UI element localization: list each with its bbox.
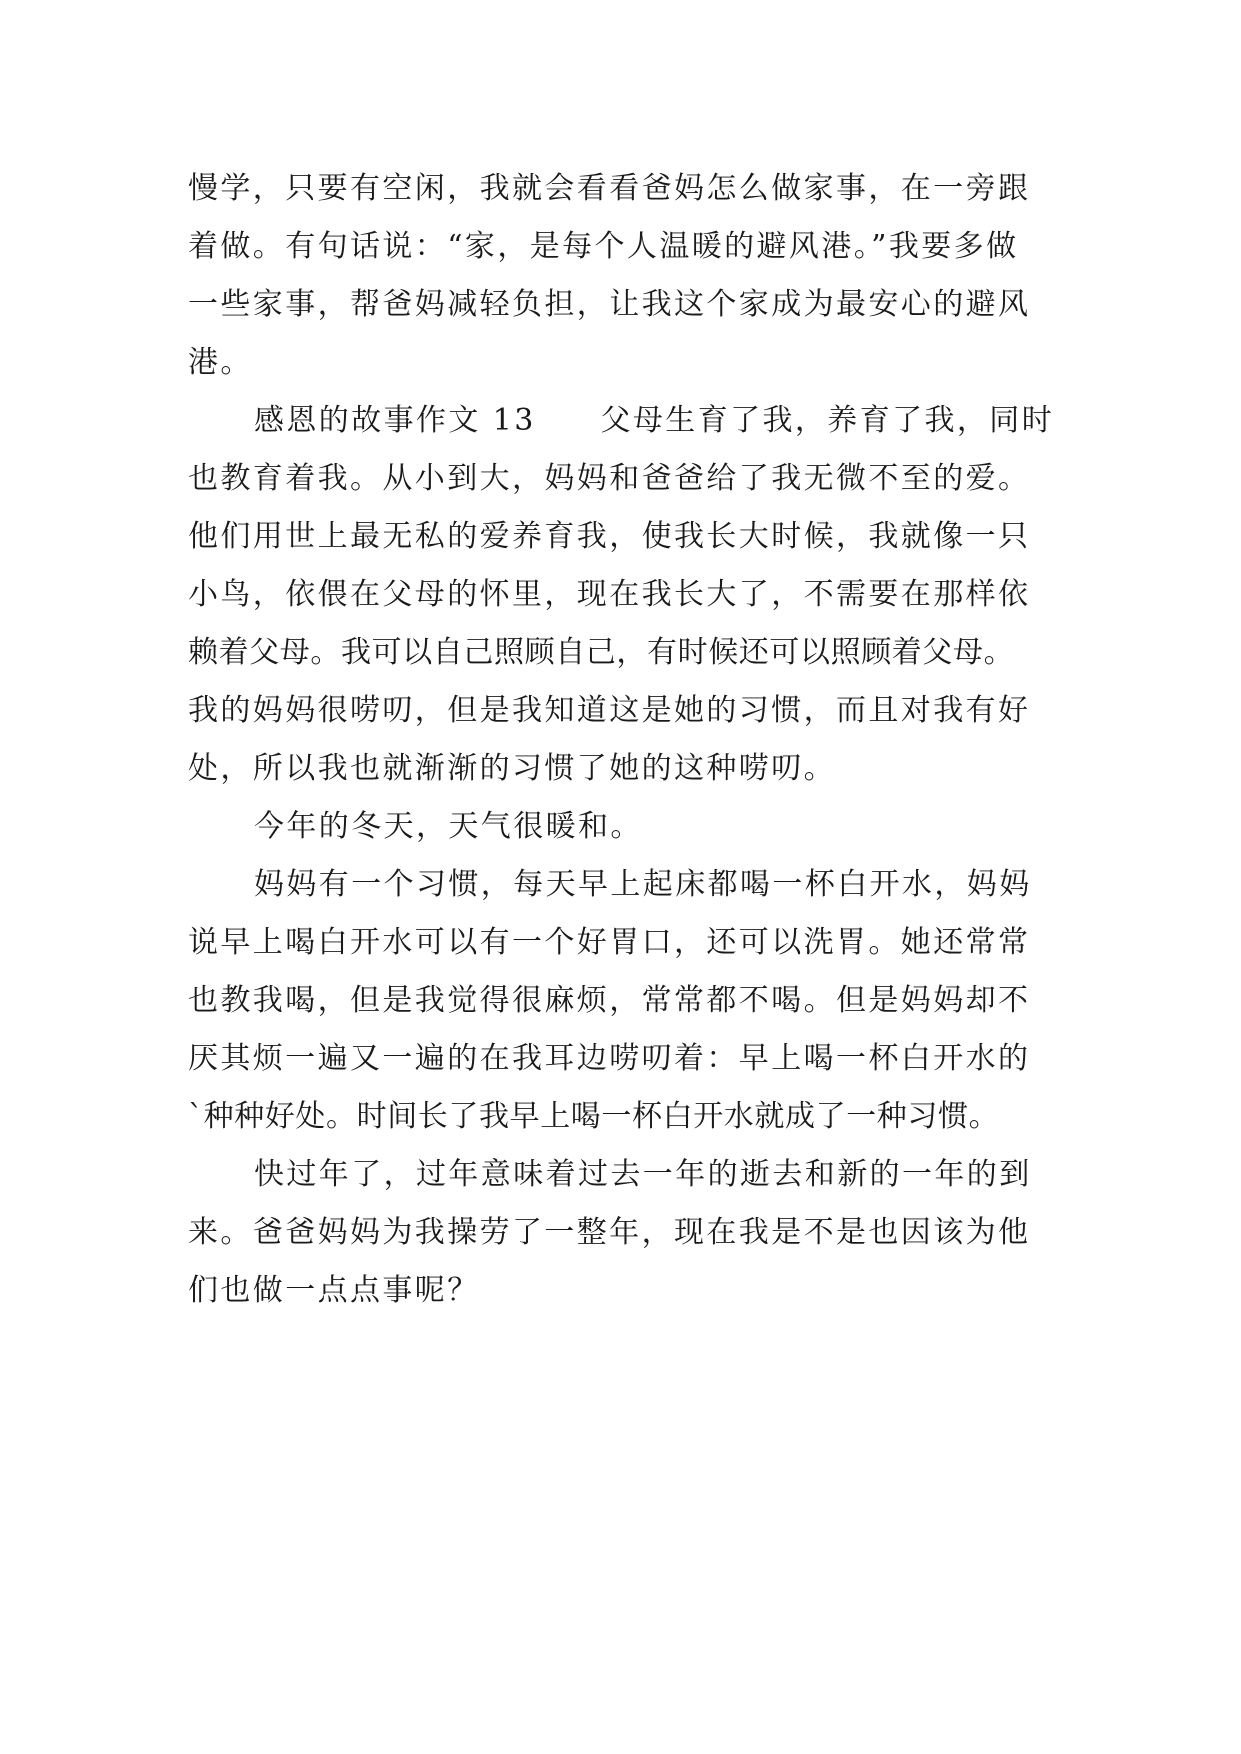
text-line: 也教育着我。从小到大，妈妈和爸爸给了我无微不至的爱。 bbox=[188, 461, 1031, 496]
essay-body bbox=[188, 160, 1068, 1320]
text-line: 来。爸爸妈妈为我操劳了一整年，现在我是不是也因该为他 bbox=[188, 1215, 1031, 1250]
text-line: 一些家事，帮爸妈减轻负担，让我这个家成为最安心的避风 bbox=[188, 287, 1031, 322]
text-line: 厌其烦一遍又一遍的在我耳边唠叨着：早上喝一杯白开水的 bbox=[188, 1041, 1031, 1076]
text-line: `种种好处。时间长了我早上喝一杯白开水就成了一种习惯。 bbox=[188, 1099, 1000, 1134]
text-line: 们也做一点点事呢？ bbox=[188, 1273, 480, 1308]
text-line: 我的妈妈很唠叨，但是我知道这是她的习惯，而且对我有好 bbox=[188, 693, 1031, 728]
text-line: 他们用世上最无私的爱养育我，使我长大时候，我就像一只 bbox=[188, 519, 1031, 554]
text-line: 也教我喝，但是我觉得很麻烦，常常都不喝。但是妈妈却不 bbox=[188, 983, 1031, 1018]
text-line: 着做。有句话说：“家，是每个人温暖的避风港。”我要多做 bbox=[188, 229, 1019, 264]
essay-heading-line: 感恩的故事作文 13 父母生育了我，养育了我，同时 bbox=[254, 403, 1055, 438]
text-line: 港。 bbox=[188, 345, 253, 380]
paragraph-start-line: 今年的冬天，天气很暖和。 bbox=[254, 809, 643, 844]
text-line: 处，所以我也就渐渐的习惯了她的这种唠叨。 bbox=[188, 751, 836, 786]
paragraph-start-line: 妈妈有一个习惯，每天早上起床都喝一杯白开水，妈妈 bbox=[254, 867, 1032, 902]
text-line: 小鸟，依偎在父母的怀里，现在我长大了，不需要在那样依 bbox=[188, 577, 1031, 612]
paragraph-start-line: 快过年了，过年意味着过去一年的逝去和新的一年的到 bbox=[254, 1157, 1032, 1192]
text-line: 慢学，只要有空闲，我就会看看爸妈怎么做家事，在一旁跟 bbox=[188, 171, 1031, 206]
text-line: 说早上喝白开水可以有一个好胃口，还可以洗胃。她还常常 bbox=[188, 925, 1031, 960]
text-line: 赖着父母。我可以自己照顾自己，有时候还可以照顾着父母。 bbox=[188, 635, 1015, 670]
